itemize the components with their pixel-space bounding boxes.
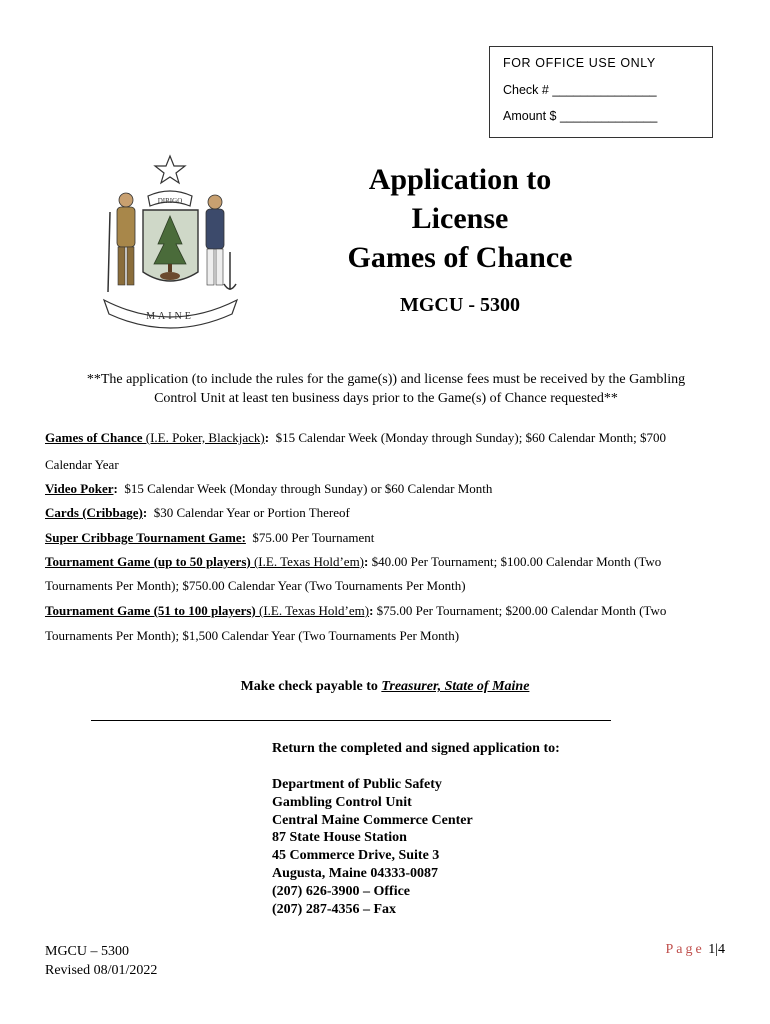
seal-ribbon-text: MAINE (146, 311, 194, 322)
fee-colon: : (364, 554, 369, 569)
title-line-1: Application to (368, 163, 552, 196)
submission-notice (40, 370, 732, 408)
application-title (300, 160, 620, 277)
fee-label: Cards (Cribbage) (45, 505, 143, 520)
page-indicator (665, 942, 725, 958)
seal-banner-text: DIRIGO (157, 197, 183, 205)
fee-text: $40.00 Per Tournament; $100.00 Calendar Month (Two (368, 554, 662, 569)
address-line: 87 State House Station (272, 830, 407, 846)
notice-line-2: Control Unit at least ten business days prior to the Game(s) of Chance requested** (154, 391, 618, 406)
address-line: Department of Public Safety (272, 777, 442, 792)
fee-colon: : (264, 430, 270, 445)
payee-name: Treasurer, State of Maine (381, 679, 530, 694)
fee-note: (I.E. Poker, Blackjack) (142, 430, 265, 445)
address-line: Augusta, Maine 04333-0087 (272, 865, 439, 881)
check-number-field: Check # _______________ (503, 83, 657, 97)
return-address (272, 776, 473, 918)
fee-tournament-50-cont: Tournaments Per Month); $750.00 Calendar Year (Two Tournaments Per Month) (45, 578, 466, 593)
title-line-3: Games of Chance (347, 241, 573, 274)
payable-prefix: Make check payable to (240, 679, 382, 694)
fee-colon: : (369, 603, 374, 618)
return-heading: Return the completed and signed application to: (272, 741, 560, 756)
title-line-2: License (411, 202, 509, 235)
fee-games-of-chance-cont: Calendar Year (45, 457, 119, 472)
fee-tournament-100 (45, 603, 666, 619)
page-total: 4 (718, 942, 725, 957)
footer-form-number: MGCU – 5300 (45, 944, 130, 959)
office-use-box (489, 46, 713, 138)
seal-star-icon (155, 156, 185, 183)
fee-note: (I.E. Texas Hold’em) (250, 554, 365, 569)
amount-field: Amount $ ______________ (503, 109, 658, 123)
seal-farmer-figure (108, 193, 135, 292)
footer-revised-date: Revised 08/01/2022 (45, 963, 158, 978)
page-number: 1 (708, 942, 716, 957)
seal-sailor-figure (206, 195, 236, 290)
seal-moose (160, 272, 180, 280)
address-line: 45 Commerce Drive, Suite 3 (272, 848, 440, 864)
address-line: Gambling Control Unit (272, 794, 412, 810)
payable-instruction (0, 679, 770, 695)
fee-colon: : (142, 505, 148, 520)
fee-text: $75.00 Per Tournament; $200.00 Calendar Month (Two (373, 603, 667, 618)
fee-note: (I.E. Texas Hold’em) (255, 603, 370, 618)
divider-line (91, 720, 611, 721)
fee-label: Tournament Game (up to 50 players) (45, 554, 251, 569)
fee-label: Super Cribbage Tournament Game: (45, 530, 246, 545)
form-number-heading: MGCU - 5300 (400, 294, 520, 316)
fee-text: $15 Calendar Week (Monday through Sunday); $60 Calendar Month; $700 (269, 430, 667, 445)
fee-label: Video Poker (45, 481, 114, 496)
fee-super-cribbage (45, 530, 374, 546)
fee-text: $15 Calendar Week (Monday through Sunday) or $60 Calendar Month (117, 481, 493, 496)
fee-label: Tournament Game (51 to 100 players) (45, 603, 256, 618)
fee-cards-cribbage (45, 505, 350, 521)
fee-text: $75.00 Per Tournament (245, 530, 375, 545)
fee-games-of-chance (45, 430, 666, 446)
fee-tournament-50 (45, 554, 661, 570)
fee-text: $30 Calendar Year or Portion Thereof (147, 505, 350, 520)
fee-tournament-100-cont: Tournaments Per Month); $1,500 Calendar Year (Two Tournaments Per Month) (45, 628, 460, 643)
page-separator: | (715, 942, 718, 957)
notice-line-1: **The application (to include the rules for the game(s)) and license fees must be received by the Gambling (86, 372, 686, 387)
fee-video-poker (45, 481, 492, 497)
maine-state-seal (98, 152, 243, 330)
phone-fax: (207) 287-4356 – Fax (272, 901, 397, 917)
address-line: Central Maine Commerce Center (272, 812, 473, 828)
office-use-title: FOR OFFICE USE ONLY (503, 56, 656, 70)
fee-label: Games of Chance (45, 430, 143, 445)
page-word: Page (665, 942, 705, 957)
footer-form-info (45, 942, 157, 980)
fee-colon: : (113, 481, 118, 496)
phone-office: (207) 626-3900 – Office (272, 883, 411, 899)
